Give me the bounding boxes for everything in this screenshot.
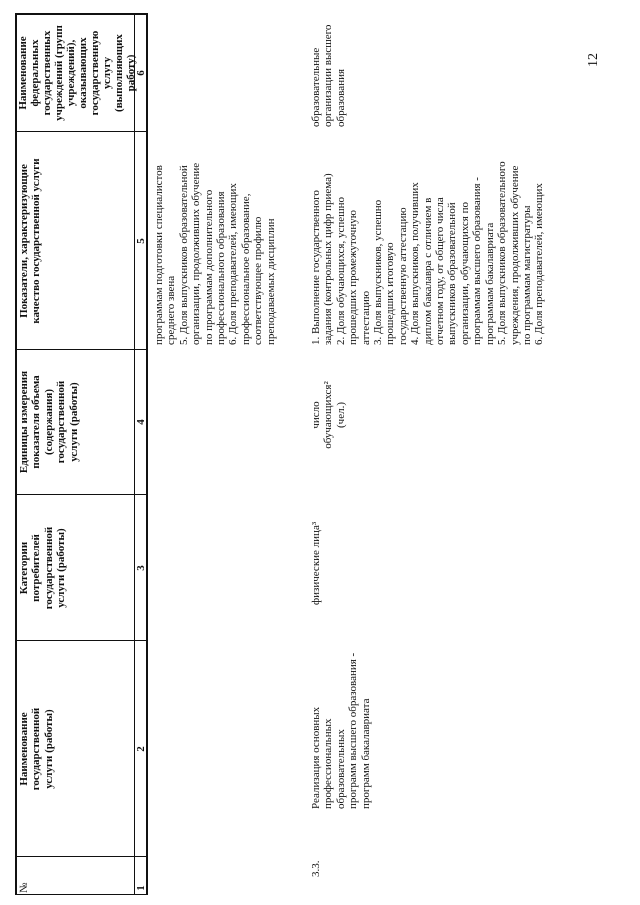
header-consumer-category: Категории потребителей государственной услуги (работы) xyxy=(18,526,68,610)
column-divider-3 xyxy=(15,494,148,495)
row-quality-indicators: 1. Выполнение государственного задания (контрольных цифр приема) 2. Доля обучающихся, успешно прошедших промежуточную аттестацию 3. Доля выпускников, успешно прошедших итоговую государственную аттестацию 4. Доля выпускников, получивших диплом бакалавра с отличием в отчетном году, от общего числа выпускников образовательной организации, обучающихся по программам высшего образования - программам бакалавриата 5. Доля выпускников образовательного учреждения, продолживших обучение по программам магистратуры 6. Доля преподавателей, имеющих xyxy=(310,161,546,345)
column-number-5: 5 xyxy=(135,238,147,244)
row-institutions: образовательные организации высшего образования xyxy=(310,24,347,127)
table-top-border xyxy=(15,14,17,895)
column-number-2: 2 xyxy=(135,746,147,752)
column-divider-2 xyxy=(15,640,148,641)
header-quality-indicators: Показатели, характеризующие качество государственной услуги xyxy=(18,158,43,324)
continued-quality-indicators: программам подготовки специалистов среднего звена 5. Доля выпускников образовательной организации, продолживших обучение по программам дополнительного профессионального образования 6. Доля преподавателей, имеющих профессиональное образование, соответствующее профилю преподаваемых дисциплин xyxy=(153,162,277,345)
row-number: 3.3. xyxy=(310,860,322,877)
column-number-6: 6 xyxy=(135,70,147,76)
column-number-3: 3 xyxy=(135,565,147,571)
row-volume-unit: число обучающихся² (чел.) xyxy=(310,381,347,449)
column-divider-4 xyxy=(15,349,148,350)
table-left-border xyxy=(15,894,148,895)
page-number: 12 xyxy=(586,53,601,67)
header-service-name: Наименование государственной услуги (работы) xyxy=(18,707,55,791)
column-number-1: 1 xyxy=(135,885,147,891)
column-divider-5 xyxy=(15,131,148,132)
header-number: № xyxy=(18,882,30,893)
row-service-name: Реализация основных профессиональных образовательных программ высшего образования - программ бакалавриата xyxy=(310,652,372,809)
column-divider-1 xyxy=(15,856,148,857)
row-consumer-category: физические лица³ xyxy=(310,521,322,605)
header-institutions: Наименование федеральных государственных учреждений (групп учреждений), оказывающих государственную услугу (выполняющих работу) xyxy=(17,25,137,121)
header-volume-unit: Единицы измерения показателя объема (содержания) государственной услуги (работы) xyxy=(18,370,80,474)
column-number-4: 4 xyxy=(135,419,147,425)
table-right-border xyxy=(15,14,148,16)
